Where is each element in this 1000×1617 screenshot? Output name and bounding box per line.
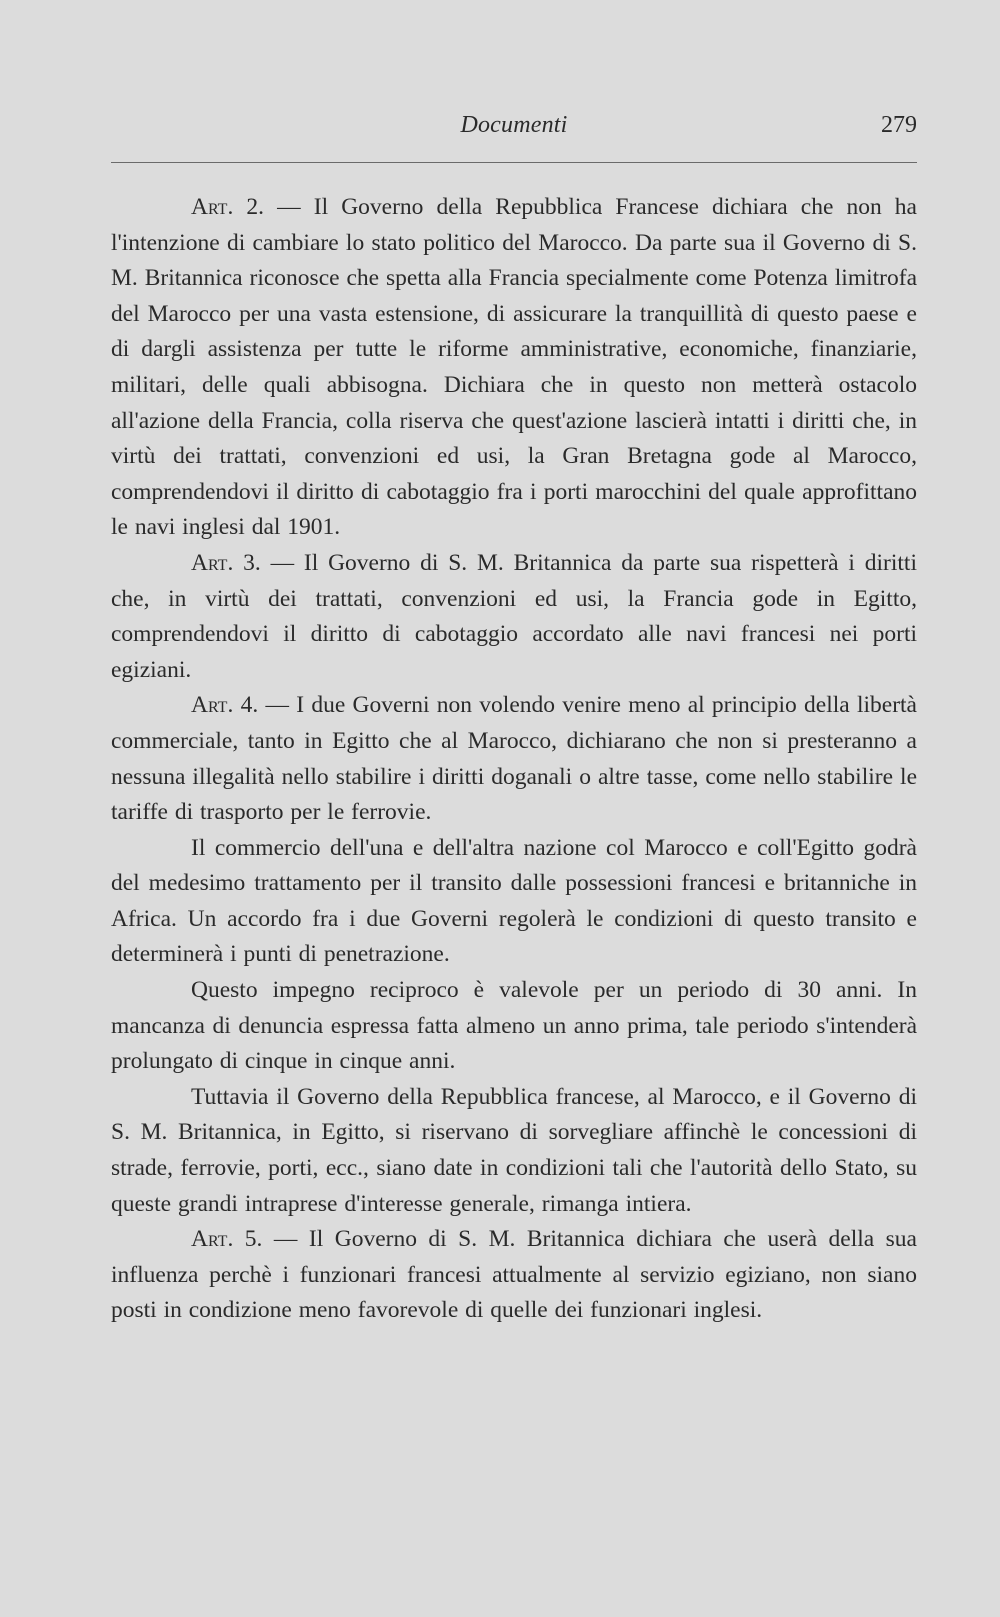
header-rule (111, 162, 917, 163)
article-label: Art. 5. (191, 1226, 263, 1253)
body-text (111, 190, 917, 1329)
article-label: Art. 4. (191, 692, 259, 719)
paragraph-text: — Il Governo della Repubblica Francese dichiara che non ha l'intenzione di cambiare lo stato politico del Marocco. Da parte sua il Governo di S. M. Britannica riconosce che spetta alla Francia specialmente come Potenza limitrofa del Marocco per una vasta estensione, di assicurare la tranquillità di questo paese e di dargli assistenza per tutte le riforme amministrative, economiche, finanziarie, militari, delle quali abbisogna. Dichiara che in questo non metterà ostacolo all'azione della Francia, colla riserva che quest'azione lascierà intatti i diritti che, in virtù dei trattati, convenzioni ed usi, la Gran Bretagna gode al Marocco, comprendendovi il diritto di cabotaggio fra i porti marocchini del quale approfittano le navi inglesi dal 1901. (111, 194, 917, 541)
paragraph-text: — I due Governi non volendo venire meno al principio della libertà commerciale, tanto in Egitto che al Marocco, dichiarano che non si presteranno a nessuna illegalità nello stabilire i diritti doganali o altre tasse, come nello stabilire le tariffe di trasporto per le ferrovie. (111, 692, 917, 826)
paragraph-text: Questo impegno reciproco è valevole per un periodo di 30 anni. In mancanza di denuncia espressa fatta almeno un anno prima, tale periodo s'intenderà prolungato di cinque in cinque anni. (111, 977, 917, 1075)
paragraph-commercio (111, 831, 917, 973)
paragraph-text: Tuttavia il Governo della Repubblica francese, al Marocco, e il Governo di S. M. Britannica, in Egitto, si riservano di sorvegliare affinchè le concessioni di strade, ferrovie, porti, ecc., siano date in condizioni tali che l'autorità dello Stato, su queste grandi intraprese d'interesse generale, rimanga intiera. (111, 1083, 917, 1217)
running-head: Documenti (460, 112, 568, 138)
paragraph-impegno (111, 973, 917, 1080)
paragraph-text: — Il Governo di S. M. Britannica da parte sua rispetterà i diritti che, in virtù dei trattati, convenzioni ed usi, la Francia gode in Egitto, comprendendovi il diritto di cabotaggio accordato alle navi francesi nei porti egiziani. (111, 549, 917, 683)
paragraph-text: — Il Governo di S. M. Britannica dichiara che userà della sua influenza perchè i funzionari francesi attualmente al servizio egiziano, non siano posti in condizione meno favorevole di quelle dei funzionari inglesi. (111, 1226, 917, 1324)
paragraph-art-2 (111, 190, 917, 546)
page-header (111, 104, 917, 144)
paragraph-art-5 (111, 1222, 917, 1329)
paragraph-art-4 (111, 688, 917, 830)
article-label: Art. 3. (191, 549, 261, 576)
paragraph-text: Il commercio dell'una e dell'altra nazione col Marocco e coll'Egitto godrà del medesimo trattamento per il transito dalle possessioni francesi e britanniche in Africa. Un accordo fra i due Governi regolerà le condizioni di questo transito e determinerà i punti di penetrazione. (111, 834, 917, 968)
paragraph-tuttavia (111, 1080, 917, 1222)
article-label: Art. 2. (191, 194, 265, 220)
page-number: 279 (881, 112, 917, 138)
paragraph-art-3 (111, 546, 917, 688)
